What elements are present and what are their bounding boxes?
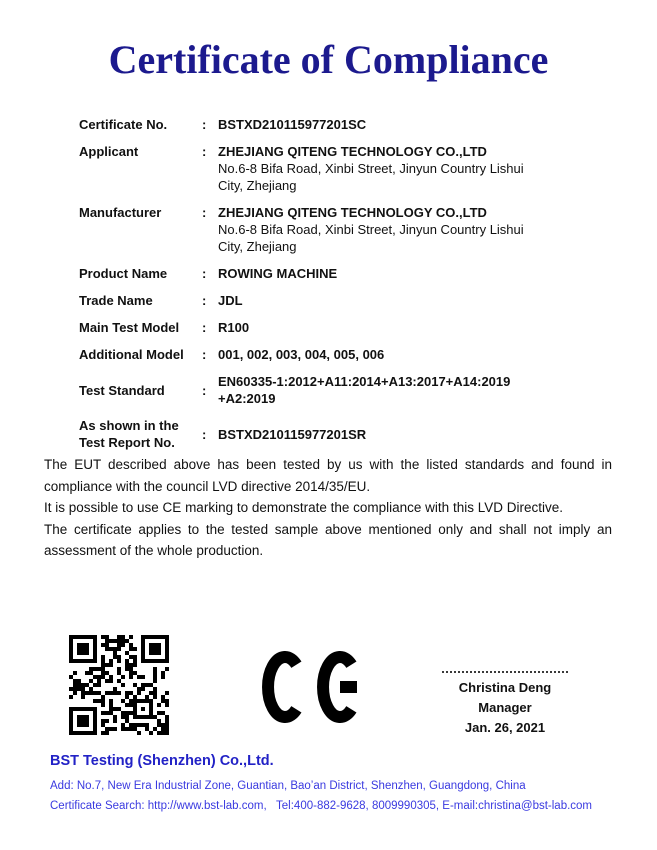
field-row-test-report-no [79,417,614,451]
footer-search-line: Certificate Search: http://www.bst-lab.com, Tel:400-882-9628, 8009990305, E-mail:christina@bst-lab.com [50,800,593,812]
field-row-main-test-model [79,319,614,336]
field-row-test-standard [79,373,614,407]
certificate-body [44,454,612,562]
field-value-certificate-no: BSTXD210115977201SC [218,117,367,132]
field-label-certificate-no: Certificate No. [79,117,168,132]
field-colon-main-test-model: : [202,320,207,335]
certificate-fields [79,116,614,461]
field-row-certificate-no [79,116,614,133]
field-label-test-standard: Test Standard [79,382,165,398]
field-row-additional-model [79,346,614,363]
field-colon-trade-name: : [202,293,207,308]
qr-code-icon [69,635,169,735]
field-value-product-name: ROWING MACHINE [218,266,338,281]
field-colon-additional-model: : [202,347,207,362]
field-colon-test-standard: : [202,382,207,398]
field-colon-test-report-no: : [202,426,207,442]
field-label-additional-model: Additional Model [79,347,184,362]
field-label-applicant: Applicant [79,144,139,159]
field-value-trade-name: JDL [218,293,243,308]
field-label-manufacturer: Manufacturer [79,205,162,220]
field-row-applicant [79,143,614,194]
certificate-title: Certificate of Compliance [108,37,549,82]
footer-address: Add: No.7, New Era Industrial Zone, Guantian, Bao’an District, Shenzhen, Guangdong, China [50,780,526,792]
field-colon-manufacturer: : [202,205,207,220]
signatory-role: Manager [478,700,532,715]
field-colon-applicant: : [202,144,207,159]
field-value-additional-model: 001, 002, 003, 004, 005, 006 [218,347,385,362]
signature-date: Jan. 26, 2021 [464,720,546,735]
signature-dotted-line [442,662,568,673]
field-value-main-test-model: R100 [218,320,250,335]
field-value-test-standard: EN60335-1:2012+A11:2014+A13:2017+A14:2019 +A2:2019 [218,374,511,406]
field-value-applicant: ZHEJIANG QITENG TECHNOLOGY CO.,LTD No.6-8 Bifa Road, Xinbi Street, Jinyun Country Lishui City, Zhejiang [218,144,524,193]
signature-block [424,662,586,738]
field-colon-product-name: : [202,266,207,281]
body-paragraph: The EUT described above has been tested by us with the listed standards and found in compliance with the council LVD directive 2014/35/EU. [44,457,612,494]
field-row-trade-name [79,292,614,309]
footer [50,753,625,812]
footer-company-name: BST Testing (Shenzhen) Co.,Ltd. [50,753,274,769]
body-paragraph: The certificate applies to the tested sample above mentioned only and shall not imply an assessment of the whole production. [44,521,612,558]
signatory-name: Christina Deng [458,680,552,695]
body-paragraph: It is possible to use CE marking to demonstrate the compliance with this LVD Directive. [44,500,563,515]
field-value-test-report-no: BSTXD210115977201SR [218,426,367,442]
field-label-test-report-no: As shown in the Test Report No. [79,418,179,450]
field-colon-certificate-no: : [202,117,207,132]
field-label-main-test-model: Main Test Model [79,320,180,335]
ce-mark-icon [258,651,363,723]
field-row-manufacturer [79,204,614,255]
field-value-manufacturer: ZHEJIANG QITENG TECHNOLOGY CO.,LTD No.6-8 Bifa Road, Xinbi Street, Jinyun Country Lishui City, Zhejiang [218,205,524,254]
field-label-product-name: Product Name [79,266,168,281]
field-label-trade-name: Trade Name [79,293,153,308]
field-row-product-name [79,265,614,282]
